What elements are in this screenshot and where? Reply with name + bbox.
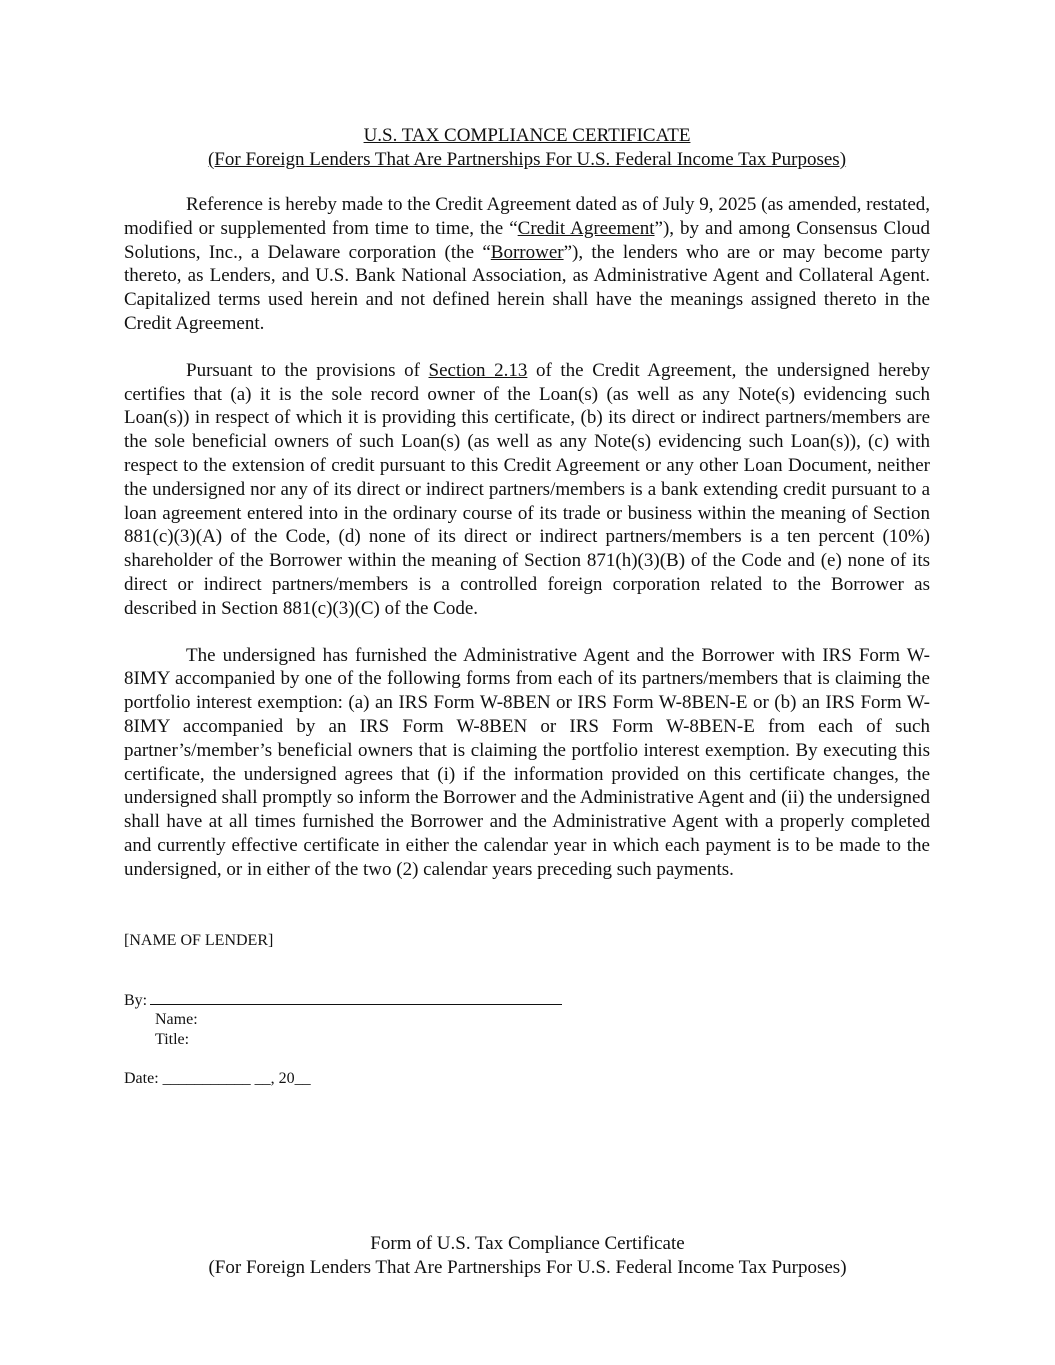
paragraph-1-text-b: ”), by and among Consensus Cloud Solutions, Inc., a Delaware corporation (the “ <box>124 217 930 263</box>
date-line: Date: ___________ __, 20__ <box>124 1069 311 1087</box>
section-reference: Section 2.13 <box>428 359 528 381</box>
title-line-2: (For Foreign Lenders That Are Partnerships For U.S. Federal Income Tax Purposes) <box>207 149 847 170</box>
page-footer <box>0 1232 1055 1280</box>
defined-term-borrower: Borrower <box>490 241 564 263</box>
paragraph-2-text-b: of the Credit Agreement, the undersigned hereby certifies that (a) it is the sole record owner of the Loan(s) (as well as any Note(s) evidencing such Loan(s)) in respect of which it is providing this certificate, (b) its direct or indirect partners/members are the sole beneficial owners of such Loan(s) (as well as any Note(s) evidencing such Loan(s)), (c) with respect to the extension of credit pursuant to this Credit Agreement or any other Loan Document, neither the undersigned nor any of its direct or indirect partners/members is a bank extending credit pursuant to a loan agreement entered into in the ordinary course of its trade or business within the meaning of Section 881(c)(3)(A) of the Code, (d) none of its direct or indirect partners/members is a ten percent (10%) shareholder of the Borrower within the meaning of Section 871(h)(3)(B) of the Code and (e) none of its direct or indirect partners/members is a controlled foreign corporation related to the Borrower as described in Section 881(c)(3)(C) of the Code. <box>124 359 930 619</box>
paragraph-reference <box>124 193 930 336</box>
paragraph-2-text-a: Pursuant to the provisions of <box>186 359 429 381</box>
signature-block <box>124 990 930 1050</box>
paragraph-1-text-a: Reference is hereby made to the Credit Agreement dated as of July 9, 2025 (as amended, restated, modified or supplemented from time to time, the “ <box>124 194 930 239</box>
title-line-1: U.S. TAX COMPLIANCE CERTIFICATE <box>363 125 691 146</box>
document-title <box>124 124 930 172</box>
footer-line-2: (For Foreign Lenders That Are Partnerships For U.S. Federal Income Tax Purposes) <box>208 1257 847 1278</box>
by-label: By: <box>124 991 148 1009</box>
signature-line <box>150 990 562 1005</box>
title-label: Title: <box>155 1030 190 1048</box>
document-page <box>124 124 930 1088</box>
paragraph-certification <box>124 359 930 621</box>
paragraph-1-text-c: ”), the lenders who are or may become party thereto, as Lenders, and U.S. Bank National Association, as Administrative Agent and Collateral Agent. Capitalized terms used herein and not defined herein shall have the meanings assigned thereto in the Credit Agreement. <box>124 241 930 334</box>
lender-name-placeholder: [NAME OF LENDER] <box>124 931 274 949</box>
defined-term-credit-agreement: Credit Agreement <box>517 217 655 239</box>
footer-line-1: Form of U.S. Tax Compliance Certificate <box>370 1233 685 1254</box>
paragraph-forms: The undersigned has furnished the Administrative Agent and the Borrower with IRS Form W-8IMY accompanied by one of the following forms from each of its partners/members that is claiming the portfolio interest exemption: (a) an IRS Form W-8BEN or IRS Form W-8BEN-E or (b) an IRS Form W-8IMY accompanied by an IRS Form W-8BEN or IRS Form W-8BEN-E from each of such partner’s/member’s beneficial owners that is claiming the portfolio interest exemption. By executing this certificate, the undersigned agrees that (i) if the information provided on this certificate changes, the undersigned shall promptly so inform the Borrower and the Administrative Agent and (ii) the undersigned shall have at all times furnished the Borrower and the Administrative Agent with a properly completed and currently effective certificate in either the calendar year in which each payment is to be made to the undersigned, or in either of the two (2) calendar years preceding such payments. <box>124 644 930 880</box>
name-label: Name: <box>155 1010 198 1028</box>
